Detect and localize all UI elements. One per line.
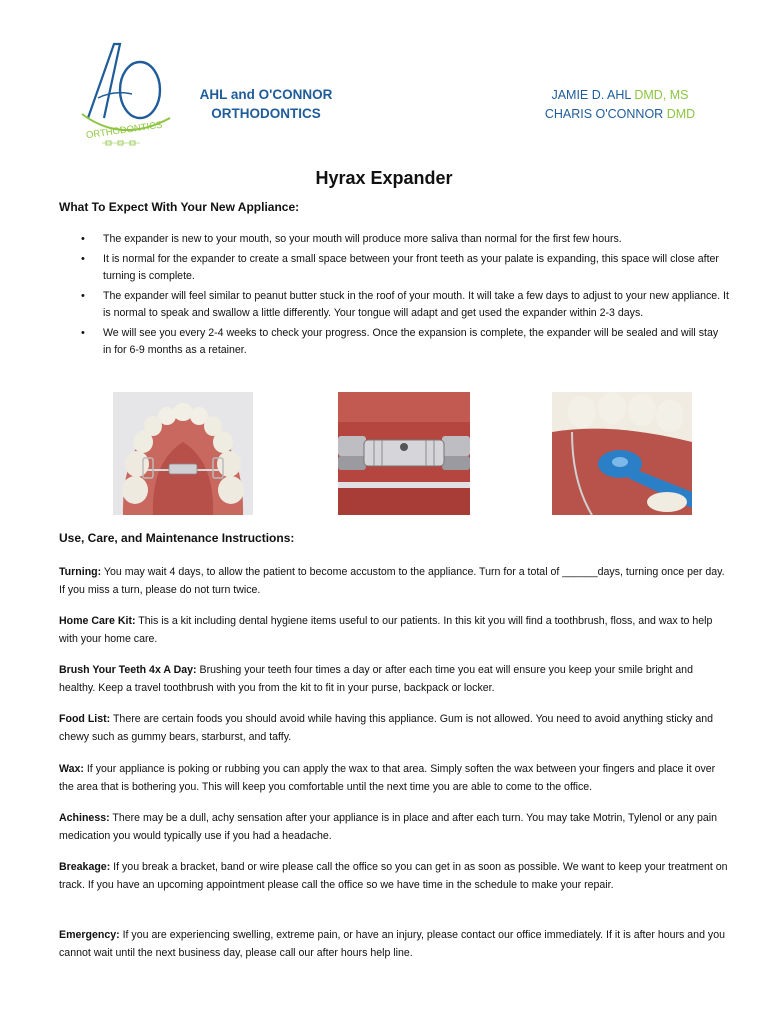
care-item-emergency bbox=[59, 926, 729, 962]
care-item-label: Turning: bbox=[59, 566, 102, 578]
photo-turning-key bbox=[552, 392, 692, 515]
care-item-text: If you break a bracket, band or wire please call the office so you can get in as soon as possible. We want to keep your treatment on track. If you have an upcoming appointment please call the office so we have time in the schedule to make your repair. bbox=[59, 861, 728, 891]
photo-expander-screw bbox=[338, 392, 470, 515]
care-item-text: If you are experiencing swelling, extreme pain, or have an injury, please contact our office immediately. If it is after hours and you cannot wait until the next business day, please call our after hours help line. bbox=[59, 929, 725, 959]
doctor-1-credentials: DMD, MS bbox=[634, 88, 689, 102]
care-item-text: If your appliance is poking or rubbing you can apply the wax to that area. Simply soften the wax between your fingers and place it over the area that is bothering you. This will keep you comfortable until the next time you are able to come to the office. bbox=[59, 763, 716, 793]
care-item-brush-teeth bbox=[59, 661, 729, 697]
care-item-achiness bbox=[59, 809, 729, 845]
bullet-item: • We will see you every 2-4 weeks to check your progress. Once the expansion is complete, the expander will be sealed and will stay in for 6-9 months as a retainer. bbox=[59, 325, 729, 360]
care-item-text: You may wait 4 days, to allow the patient to become accustom to the appliance. Turn for a total of ______days, turning once per day. If you miss a turn, please do not turn twice. bbox=[59, 566, 725, 596]
expect-bullet-list bbox=[59, 231, 729, 362]
care-item-home-care-kit bbox=[59, 612, 729, 648]
care-item-food-list bbox=[59, 710, 729, 746]
care-item-label: Home Care Kit: bbox=[59, 615, 136, 627]
doctor-1-name: JAMIE D. AHL bbox=[551, 88, 631, 102]
care-item-text: This is a kit including dental hygiene items useful to our patients. In this kit you will find a toothbrush, floss, and wax to help with your home care. bbox=[59, 615, 713, 645]
bullet-item: • The expander will feel similar to peanut butter stuck in the roof of your mouth. It will take a few days to adjust to your new appliance. It is normal to speak and swallow a little differently. Your tongue will adapt and get used the expander within 2-3 days. bbox=[59, 288, 729, 323]
care-item-label: Emergency: bbox=[59, 929, 120, 941]
bullet-item: • The expander is new to your mouth, so your mouth will produce more saliva than normal for the first few hours. bbox=[59, 231, 729, 249]
care-item-breakage bbox=[59, 858, 729, 894]
care-item-wax bbox=[59, 760, 729, 796]
care-item-text: There are certain foods you should avoid while having this appliance. Gum is not allowed. You need to avoid anything sticky and chewy such as gummy bears, starburst, and taffy. bbox=[59, 713, 714, 743]
logo-text: ORTHODONTICS bbox=[85, 119, 164, 142]
practice-name-line1: AHL and O'CONNOR bbox=[199, 87, 333, 102]
care-item-label: Food List: bbox=[59, 713, 111, 725]
practice-name-line2: ORTHODONTICS bbox=[211, 106, 321, 121]
doctor-list bbox=[520, 86, 720, 124]
doctor-2 bbox=[520, 105, 720, 124]
care-item-text: Brushing your teeth four times a day or after each time you eat will ensure you keep your smile bright and healthy. Keep a travel toothbrush with you from the kit to fit in your purse, backpack or locker. bbox=[59, 664, 693, 694]
care-heading: Use, Care, and Maintenance Instructions: bbox=[59, 531, 295, 545]
care-item-turning bbox=[59, 563, 729, 599]
care-item-label: Brush Your Teeth 4x A Day: bbox=[59, 664, 197, 676]
practice-logo bbox=[74, 40, 174, 150]
care-item-label: Wax: bbox=[59, 763, 84, 775]
expect-heading: What To Expect With Your New Appliance: bbox=[59, 200, 300, 214]
bullet-item: • It is normal for the expander to create a small space between your front teeth as your palate is expanding, this space will close after turning is complete. bbox=[59, 251, 729, 286]
page-title: Hyrax Expander bbox=[315, 168, 453, 188]
practice-name bbox=[186, 85, 346, 123]
care-item-label: Achiness: bbox=[59, 812, 110, 824]
photo-upper-arch bbox=[113, 392, 253, 515]
care-item-label: Breakage: bbox=[59, 861, 111, 873]
care-item-text: There may be a dull, achy sensation after your appliance is in place and after each turn. You may take Motrin, Tylenol or any pain medication you would typically use if you had a headache. bbox=[59, 812, 717, 842]
doctor-2-credentials: DMD bbox=[666, 107, 696, 121]
doctor-1 bbox=[520, 86, 720, 105]
doctor-2-name: CHARIS O'CONNOR bbox=[544, 107, 664, 121]
